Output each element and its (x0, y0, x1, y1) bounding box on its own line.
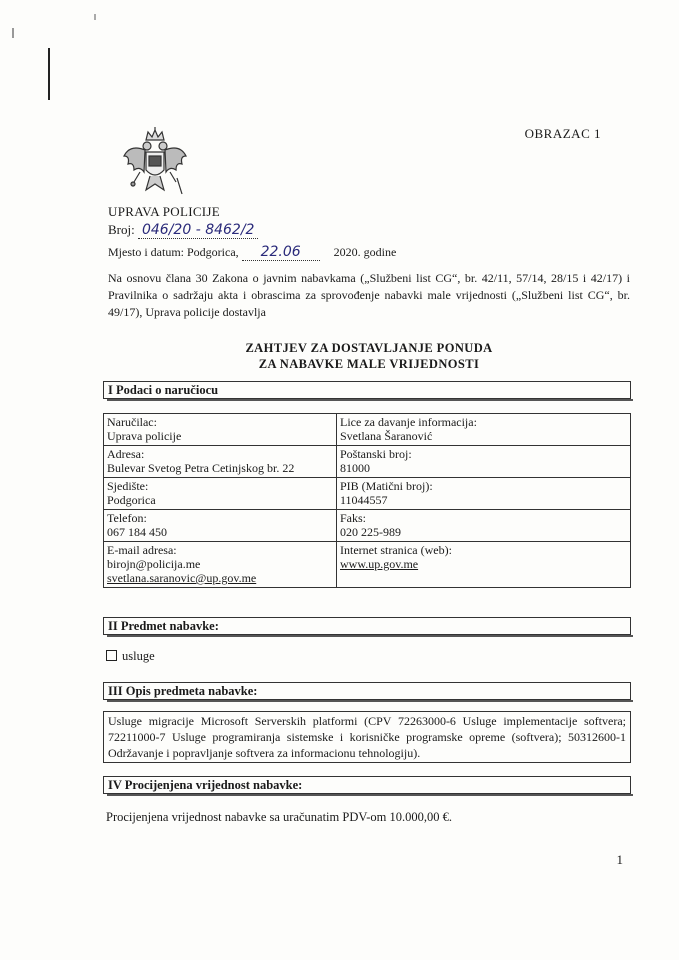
email-label: E-mail adresa: (107, 543, 177, 557)
cell-label: Lice za davanje informacija: (340, 415, 477, 429)
binding-mark (48, 48, 50, 100)
place-date-label: Mjesto i datum: Podgorica, (108, 245, 239, 259)
document-title-line2: ZA NABAVKE MALE VRIJEDNOSTI (258, 357, 480, 371)
cell-value: 067 184 450 (107, 525, 167, 539)
cell-value: Uprava policije (107, 429, 182, 443)
table-row (104, 510, 631, 542)
table-cell (337, 510, 631, 542)
reference-number (108, 222, 258, 239)
contracting-authority-table (103, 413, 631, 588)
cell-value: 020 225-989 (340, 525, 401, 539)
coat-of-arms-icon (120, 126, 190, 200)
broj-handwritten-value: 046/20 - 8462/2 (138, 222, 258, 239)
place-date (108, 244, 396, 261)
table-cell (337, 478, 631, 510)
cell-value: Podgorica (107, 493, 156, 507)
form-label: OBRAZAC 1 (524, 126, 601, 141)
broj-label: Broj: (108, 222, 135, 237)
website-label: Internet stranica (web): (340, 543, 452, 557)
scan-mark (94, 14, 96, 20)
table-cell (104, 510, 337, 542)
table-cell (337, 542, 631, 588)
email-link[interactable]: svetlana.saranovic@up.gov.me (107, 571, 257, 585)
date-handwritten-value: 22.06 (242, 244, 320, 261)
cell-label: Adresa: (107, 447, 145, 461)
cell-value: 11044557 (340, 493, 388, 507)
description-box: Usluge migracije Microsoft Serverskih platformi (CPV 72263000-6 Usluge implementacije softvera; 72211000-7 Usluge programiranja sistemske i korisničke programske opreme (softvera); 50312600-1 Održavanje i popravljanje softvera za informacionu tehnologiju). (103, 711, 631, 763)
email-link[interactable]: birojn@policija.me (107, 557, 201, 571)
table-cell (104, 478, 337, 510)
scan-mark (12, 28, 14, 38)
cell-label: Naručilac: (107, 415, 157, 429)
table-cell (104, 414, 337, 446)
cell-value: Bulevar Svetog Petra Cetinjskog br. 22 (107, 461, 295, 475)
section-heading-description: III Opis predmeta nabavke: (103, 682, 631, 700)
table-row (104, 414, 631, 446)
section-heading-contracting-authority: I Podaci o naručiocu (103, 381, 631, 399)
page-number: 1 (616, 852, 623, 867)
checkbox-icon[interactable] (106, 650, 117, 661)
subject-option (106, 649, 155, 664)
organization-name: UPRAVA POLICIJE (108, 204, 221, 219)
table-row (104, 446, 631, 478)
table-row (104, 478, 631, 510)
cell-label: PIB (Matični broj): (340, 479, 433, 493)
table-cell (337, 446, 631, 478)
table-row (104, 542, 631, 588)
section-heading-estimated-value: IV Procijenjena vrijednost nabavke: (103, 776, 631, 794)
cell-label: Sjedište: (107, 479, 149, 493)
cell-label: Telefon: (107, 511, 147, 525)
table-cell (337, 414, 631, 446)
cell-label: Faks: (340, 511, 367, 525)
cell-label: Poštanski broj: (340, 447, 412, 461)
section-heading-subject: II Predmet nabavke: (103, 617, 631, 635)
year-text: 2020. godine (333, 245, 397, 259)
document-title-line1: ZAHTJEV ZA DOSTAVLJANJE PONUDA (245, 341, 493, 355)
website-link[interactable]: www.up.gov.me (340, 557, 419, 571)
cell-value: Svetlana Šaranović (340, 429, 433, 443)
intro-paragraph: Na osnovu člana 30 Zakona o javnim nabavkama („Službeni list CG“, br. 42/11, 57/14, 28/15 i 42/17) i Pravilnika o sadržaju akta i obrascima za sprovođenje nabavki male vrijednosti („Službeni list CG“, br. 49/17), Uprava policije dostavlja (108, 271, 630, 319)
table-cell (104, 542, 337, 588)
cell-value: 81000 (340, 461, 370, 475)
estimated-value-text: Procijenjena vrijednost nabavke sa uračunatim PDV-om 10.000,00 €. (106, 810, 452, 824)
table-cell (104, 446, 337, 478)
checkbox-label: usluge (122, 649, 155, 663)
